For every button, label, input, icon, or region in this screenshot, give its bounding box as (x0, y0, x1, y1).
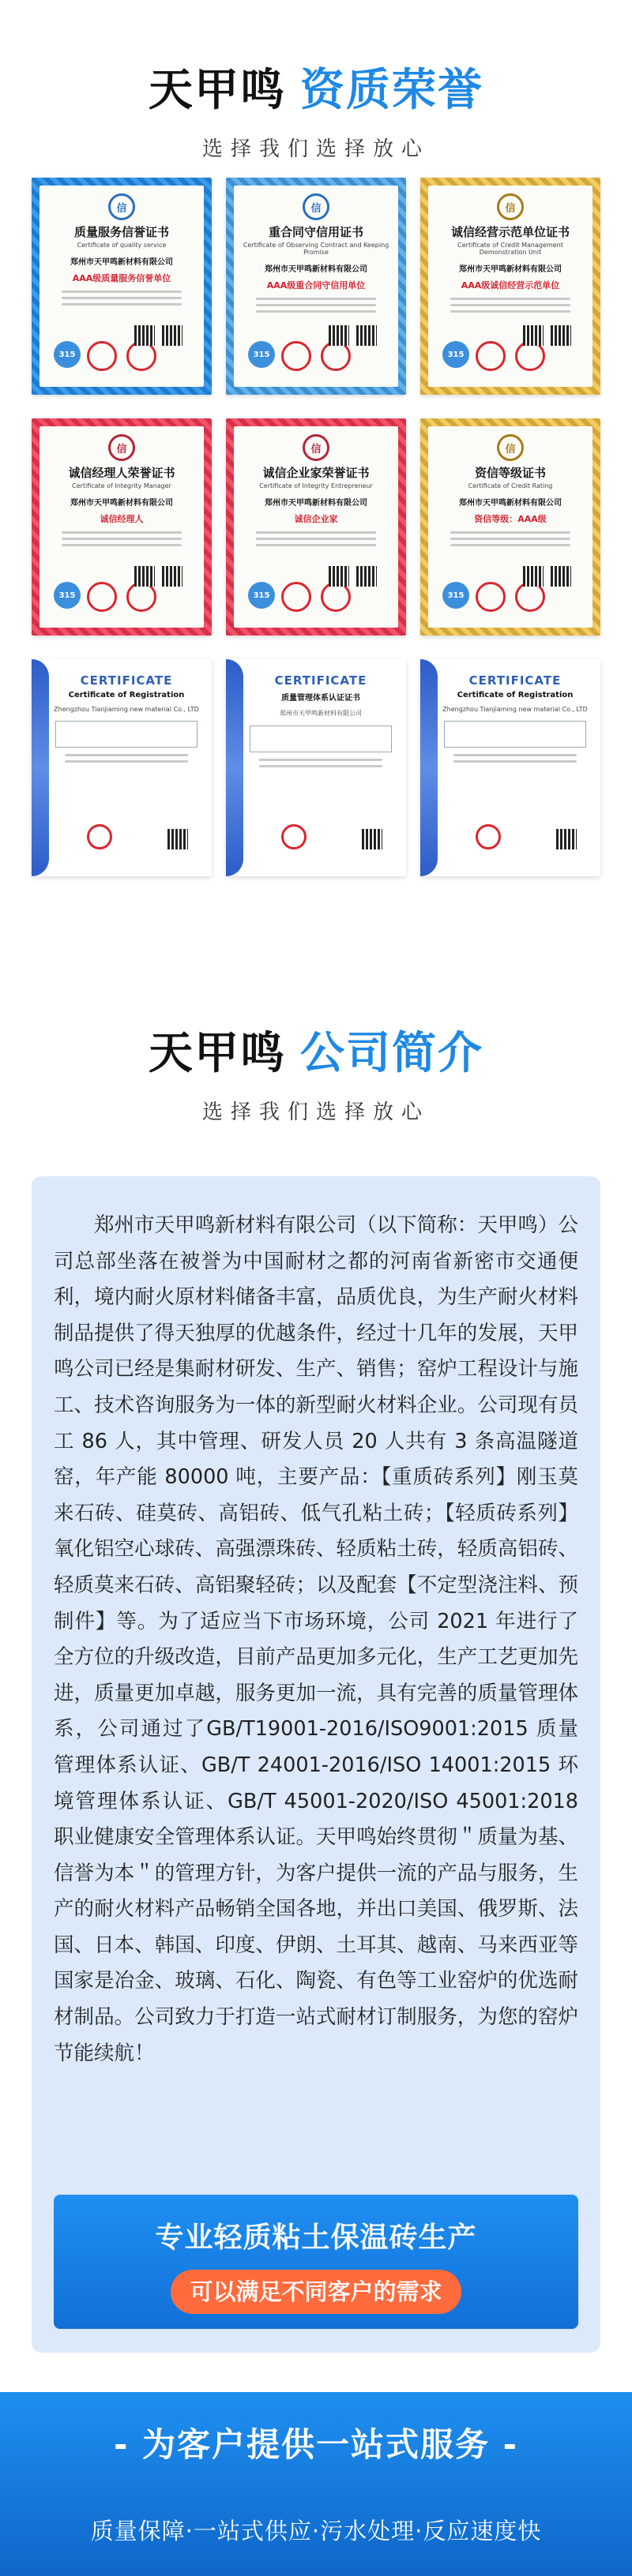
service-banner (0, 2392, 632, 2576)
badge-315-icon: 315 (442, 582, 469, 609)
registration-title: Certificate of Registration (457, 691, 574, 699)
certificate-company: 郑州市天甲鸣新材料有限公司 (459, 499, 562, 508)
certificate-subtitle: Certificate of quality service (77, 242, 167, 249)
certificate-title: 资信等级证书 (474, 466, 546, 480)
honors-title-brand: 天甲鸣 (149, 65, 286, 116)
certificate-subtitle: Certificate of Integrity Entrepreneur (259, 482, 373, 489)
honors-title (0, 55, 632, 118)
registration-company: Zhengzhou Tianjiaming new material Co., LTD (54, 706, 199, 713)
registration-scope-box (55, 721, 198, 748)
swoosh-decoration (32, 659, 49, 876)
certificate-company: 郑州市天甲鸣新材料有限公司 (459, 265, 562, 274)
qr-code-icon (356, 325, 377, 346)
qr-code-icon (356, 566, 377, 587)
swoosh-decoration (226, 659, 243, 876)
intro-title-brand: 天甲鸣 (149, 1028, 286, 1079)
seal-icon (476, 824, 501, 849)
certificate-card (420, 418, 600, 636)
qr-code-icon (134, 566, 155, 587)
intro-panel (32, 1176, 600, 2353)
promo-title: 专业轻质粘土保温砖生产 (155, 2222, 477, 2254)
registration-scope-box (250, 726, 392, 752)
qr-code-icon (523, 325, 544, 346)
certificate-subtitle: Certificate of Credit Management Demonstration Unit (457, 242, 563, 256)
seal-icon (87, 341, 117, 371)
registration-head: CERTIFICATE (80, 673, 173, 688)
qr-code-icon (162, 566, 182, 587)
registration-head: CERTIFICATE (274, 673, 367, 688)
emblem-icon: 信 (497, 434, 524, 461)
certificate-company: 郑州市天甲鸣新材料有限公司 (70, 258, 173, 267)
seal-icon (281, 582, 311, 612)
banner-title: - 为客户提供一站式服务 - (113, 2425, 519, 2464)
promo-pill-button[interactable]: 可以满足不同客户的需求 (171, 2270, 461, 2314)
emblem-icon: 信 (497, 193, 524, 220)
certificate-grade: 诚信经理人 (100, 514, 144, 524)
seal-icon (281, 824, 307, 849)
certificate-title: 诚信经营示范单位证书 (450, 225, 570, 239)
intro-subtitle: 选择我们选择放心 (201, 1101, 430, 1124)
qr-code-icon (362, 829, 382, 849)
certificate-grade: AAA级诚信经营示范单位 (461, 280, 560, 291)
certificate-card (226, 418, 406, 636)
registration-company: Zhengzhou Tianjiaming new material Co., LTD (442, 706, 588, 713)
certificate-grade: AAA级重合同守信用单位 (266, 280, 366, 291)
qr-code-icon (329, 325, 349, 346)
seal-icon (476, 341, 506, 371)
certificate-grid (32, 178, 600, 876)
intro-header (0, 1018, 632, 1125)
registration-head: CERTIFICATE (468, 673, 562, 688)
seal-icon (87, 824, 112, 849)
seal-icon (476, 582, 506, 612)
certificate-company: 郑州市天甲鸣新材料有限公司 (265, 265, 367, 274)
certificate-subtitle: Certificate of Observing Contract and Keeping Promise (243, 242, 389, 256)
promo-card (54, 2195, 578, 2329)
certificate-title: 诚信经理人荣誉证书 (68, 466, 175, 480)
badge-315-icon: 315 (248, 341, 275, 368)
qr-code-icon (167, 829, 188, 849)
emblem-icon: 信 (108, 434, 135, 461)
seal-icon (87, 582, 117, 612)
emblem-icon: 信 (108, 193, 135, 220)
honors-header (0, 55, 632, 162)
banner-subtitle: 质量保障·一站式供应·污水处理·反应速度快 (90, 2518, 542, 2544)
certificate-title: 诚信企业家荣誉证书 (262, 466, 370, 480)
registration-certificate (420, 659, 600, 876)
certificate-subtitle: Certificate of Integrity Manager (72, 482, 171, 489)
swoosh-decoration (420, 659, 438, 876)
badge-315-icon: 315 (54, 582, 81, 609)
emblem-icon: 信 (303, 193, 329, 220)
certificate-company: 郑州市天甲鸣新材料有限公司 (70, 499, 173, 508)
honors-title-highlight: 资质荣誉 (300, 65, 483, 116)
certificate-title: 重合同守信用证书 (268, 225, 363, 239)
certificate-card (420, 178, 600, 395)
certificate-company: 郑州市天甲鸣新材料有限公司 (265, 499, 367, 508)
certificate-title: 质量服务信誉证书 (73, 225, 169, 239)
certificate-card (226, 178, 406, 395)
registration-scope-box (444, 721, 586, 748)
registration-certificate (32, 659, 212, 876)
registration-company: 郑州市天甲鸣新材料有限公司 (280, 710, 362, 717)
honors-subtitle: 选择我们选择放心 (201, 137, 430, 161)
intro-title-highlight: 公司简介 (300, 1028, 483, 1079)
qr-code-icon (134, 325, 155, 346)
emblem-icon: 信 (303, 434, 329, 461)
qr-code-icon (551, 566, 571, 587)
certificate-card (32, 418, 212, 636)
seal-icon (281, 341, 311, 371)
certificate-grade: 诚信企业家 (294, 514, 338, 524)
qr-code-icon (329, 566, 349, 587)
qr-code-icon (162, 325, 182, 346)
qr-code-icon (523, 566, 544, 587)
badge-315-icon: 315 (248, 582, 275, 609)
intro-body: 郑州市天甲鸣新材料有限公司（以下简称：天甲鸣）公司总部坐落在被誉为中国耐材之都的河南省新密市交通便利，境内耐火原材料储备丰富，品质优良，为生产耐火材料制品提供了得天独厚的优越条件，经过十几年的发展，天甲鸣公司已经是集耐材研发、生产、销售；窑炉工程设计与施工、技术咨询服务为一体的新型耐火材料企业。公司现有员工 86 人，其中管理、研发人员 20 人共有 3 条高温隧道窑，年产能 80000 吨，主要产品：【重质砖系列】刚玉莫来石砖、硅莫砖、高铝砖、低气孔粘土砖；【轻质砖系列】氧化铝空心球砖、高强漂珠砖、轻质粘土砖，轻质高铝砖、轻质莫来石砖、高铝聚轻砖；以及配套【不定型浇注料、预制件】等。为了适应当下市场环境，公司 2021 年进行了全方位的升级改造，目前产品更加多元化，生产工艺更加先进，质量更加卓越，服务更加一流，具有完善的质量管理体系，公司通过了GB/T19001-2016/ISO9001:2015 质量管理体系认证、GB/T 24001-2016/ISO 14001:2015 环境管理体系认证、GB/T 45001-2020/ISO 45001:2018 职业健康安全管理体系认证。天甲鸣始终贯彻＂质量为基、信誉为本＂的管理方针，为客户提供一流的产品与服务，生产的耐火材料产品畅销全国各地，并出口美国、俄罗斯、法国、日本、韩国、印度、伊朗、土耳其、越南、马来西亚等国家是冶金、玻璃、石化、陶瓷、有色等工业窑炉的优选耐材制品。公司致力于打造一站式耐材订制服务，为您的窑炉节能续航！ (54, 1213, 578, 2065)
registration-title: 质量管理体系认证证书 (281, 694, 360, 703)
certificate-card (32, 178, 212, 395)
certificate-grade: 资信等级：AAA级 (474, 514, 547, 524)
intro-title (0, 1018, 632, 1082)
badge-315-icon: 315 (442, 341, 469, 368)
badge-315-icon: 315 (54, 341, 81, 368)
registration-certificate (226, 659, 406, 876)
qr-code-icon (556, 829, 577, 849)
qr-code-icon (551, 325, 571, 346)
registration-title: Certificate of Registration (68, 691, 185, 699)
certificate-grade: AAA级质量服务信誉单位 (72, 273, 171, 283)
certificate-subtitle: Certificate of Credit Rating (468, 482, 553, 489)
